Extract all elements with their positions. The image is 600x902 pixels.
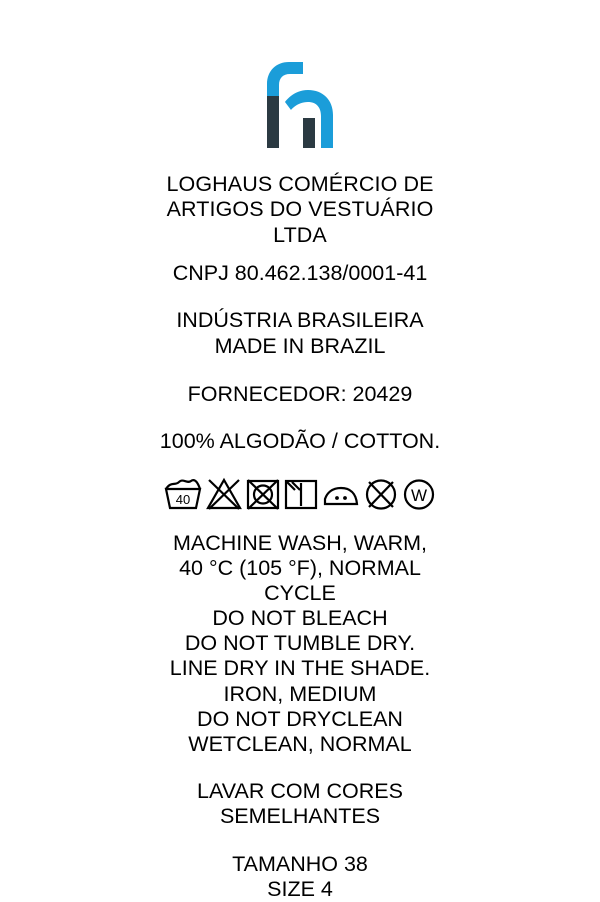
origin-line-1: INDÚSTRIA BRASILEIRA — [176, 308, 424, 333]
care-en-line-3: CYCLE — [264, 581, 336, 606]
composition-text: 100% ALGODÃO / COTTON. — [159, 429, 441, 454]
origin-line-2: MADE IN BRAZIL — [214, 334, 386, 359]
supplier-text: FORNECEDOR: 20429 — [187, 382, 413, 407]
wash-40-icon — [163, 477, 203, 511]
care-en-line-2: 40 °C (105 °F), NORMAL — [179, 555, 421, 580]
care-instructions-en — [170, 531, 430, 757]
care-pt-line-2: SEMELHANTES — [219, 804, 381, 829]
company-name — [166, 172, 433, 248]
size-text — [232, 852, 368, 902]
company-name-line-2: ARTIGOS DO VESTUÁRIO — [166, 197, 434, 222]
company-name-line-3: LTDA — [273, 222, 327, 247]
care-instructions-pt — [197, 779, 403, 830]
do-not-tumble-dry-icon — [245, 477, 281, 511]
care-symbols-row — [163, 477, 437, 511]
svg-text:W: W — [410, 485, 428, 505]
care-en-line-5: DO NOT TUMBLE DRY. — [184, 631, 416, 656]
wetclean-normal-icon — [401, 477, 437, 511]
size-line-2: SIZE 4 — [267, 877, 333, 902]
care-en-line-9: WETCLEAN, NORMAL — [188, 731, 412, 756]
care-en-line-4: DO NOT BLEACH — [212, 606, 388, 631]
care-en-line-6: LINE DRY IN THE SHADE. — [169, 656, 431, 681]
svg-text:40: 40 — [175, 491, 191, 507]
origin-text — [176, 308, 423, 360]
loghaus-logo — [263, 62, 337, 148]
care-en-line-7: IRON, MEDIUM — [223, 681, 377, 706]
care-en-line-8: DO NOT DRYCLEAN — [197, 706, 403, 731]
size-line-1: TAMANHO 38 — [232, 851, 368, 876]
line-dry-in-shade-icon — [283, 477, 319, 511]
cnpj-text: CNPJ 80.462.138/0001-41 — [172, 261, 428, 286]
do-not-dryclean-icon — [363, 477, 399, 511]
care-pt-line-1: LAVAR COM CORES — [197, 779, 403, 804]
iron-medium-icon — [321, 477, 361, 511]
do-not-bleach-icon — [205, 477, 243, 511]
care-en-line-1: MACHINE WASH, WARM, — [172, 530, 427, 555]
company-name-line-1: LOGHAUS COMÉRCIO DE — [166, 172, 434, 196]
